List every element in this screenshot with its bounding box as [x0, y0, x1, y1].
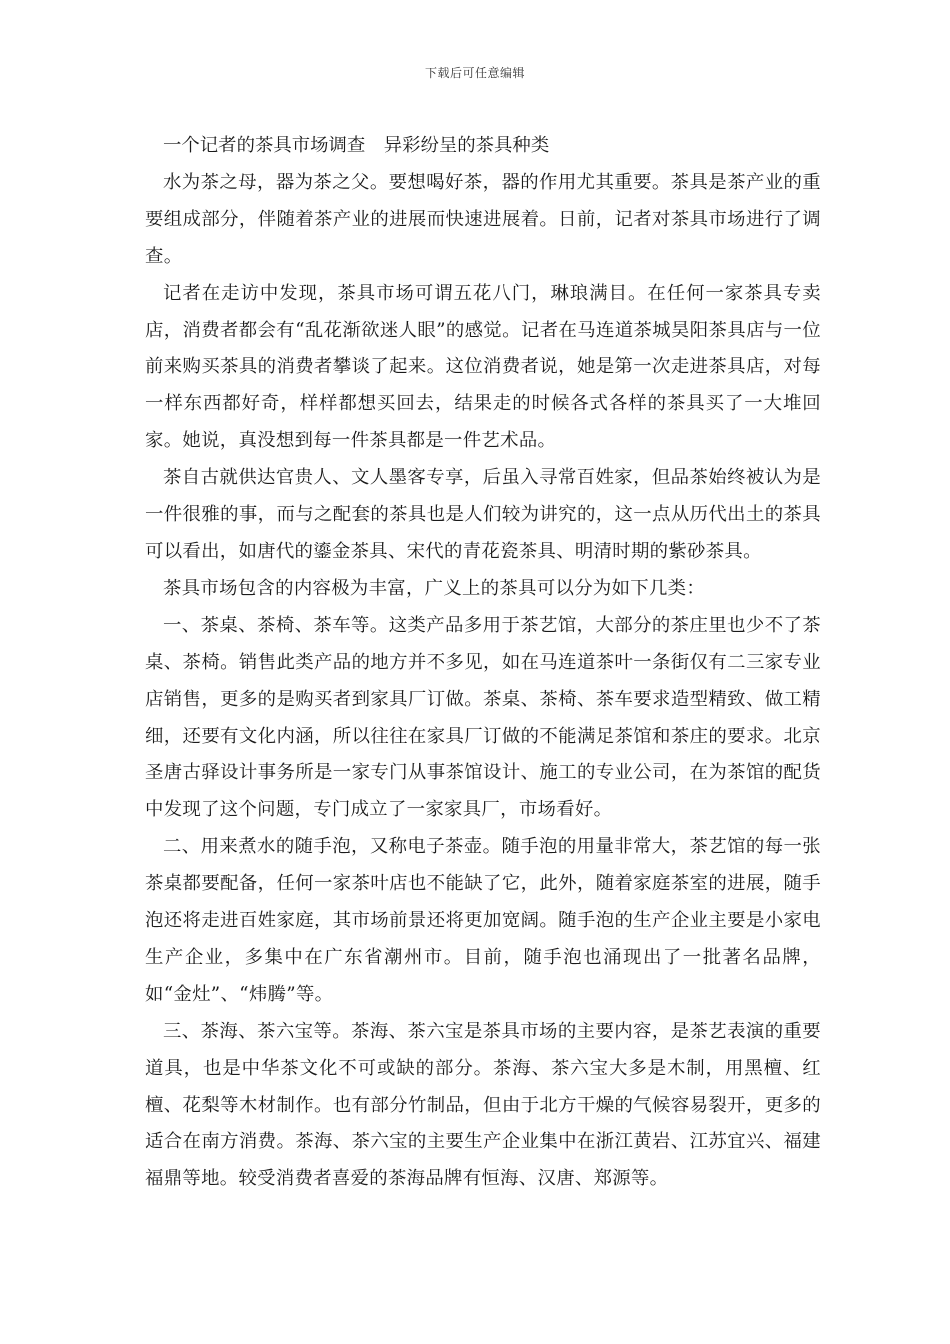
- article-title: 一个记者的茶具市场调查 异彩纷呈的茶具种类: [163, 135, 550, 156]
- paragraph-history: 茶自古就供达官贵人、文人墨客专享，后虽入寻常百姓家，但品茶始终被认为是一件很雅的事，而与之配套的茶具也是人们较为讲究的，这一点从历代出土的茶具可以看出，如唐代的鎏金茶具、宋代的青花瓷茶具、明清时期的紫砂茶具。: [145, 467, 821, 562]
- header-note: 下载后可任意编辑: [424, 66, 525, 80]
- article-body: [145, 128, 821, 1198]
- paragraph-category-3: 三、茶海、茶六宝等。茶海、茶六宝是茶具市场的主要内容，是茶艺表演的重要道具，也是中华茶文化不可或缺的部分。茶海、茶六宝大多是木制，用黑檀、红檀、花梨等木材制作。也有部分竹制品，但由于北方干燥的气候容易裂开，更多的适合在南方消费。茶海、茶六宝的主要生产企业集中在浙江黄岩、江苏宜兴、福建福鼎等地。较受消费者喜爱的茶海品牌有恒海、汉唐、郑源等。: [145, 1020, 821, 1190]
- paragraph-category-1: 一、茶桌、茶椅、茶车等。这类产品多用于茶艺馆，大部分的茶庄里也少不了茶桌、茶椅。销售此类产品的地方并不多见，如在马连道茶叶一条街仅有二三家专业店销售，更多的是购买者到家具厂订做。茶桌、茶椅、茶车要求造型精致、做工精细，还要有文化内涵，所以往往在家具厂订做的不能满足茶馆和茶庄的要求。北京圣唐古驿设计事务所是一家专门从事茶馆设计、施工的专业公司，在为茶馆的配货中发现了这个问题，专门成立了一家家具厂，市场看好。: [145, 614, 821, 821]
- paragraph-visit: 记者在走访中发现，茶具市场可谓五花八门，琳琅满目。在任何一家茶具专卖店，消费者都会有“乱花渐欲迷人眼”的感觉。记者在马连道茶城昊阳茶具店与一位前来购买茶具的消费者攀谈了起来。这位消费者说，她是第一次走进茶具店，对每一样东西都好奇，样样都想买回去，结果走的时候各式各样的茶具买了一大堆回家。她说，真没想到每一件茶具都是一件艺术品。: [145, 282, 821, 452]
- paragraph-categories: 茶具市场包含的内容极为丰富，广义上的茶具可以分为如下几类：: [163, 577, 706, 599]
- paragraph-intro: 水为茶之母，器为茶之父。要想喝好茶，器的作用尤其重要。茶具是茶产业的重要组成部分，伴随着茶产业的进展而快速进展着。日前，记者对茶具市场进行了调查。: [145, 171, 821, 267]
- paragraph-category-2: 二、用来煮水的随手泡，又称电子茶壶。随手泡的用量非常大，茶艺馆的每一张茶桌都要配备，任何一家茶叶店也不能缺了它，此外，随着家庭茶室的进展，随手泡还将走进百姓家庭，其市场前景还将更加宽阔。随手泡的生产企业主要是小家电生产企业，多集中在广东省潮州市。目前，随手泡也涌现出了一批著名品牌，如“金灶”、“炜腾”等。: [145, 836, 821, 1005]
